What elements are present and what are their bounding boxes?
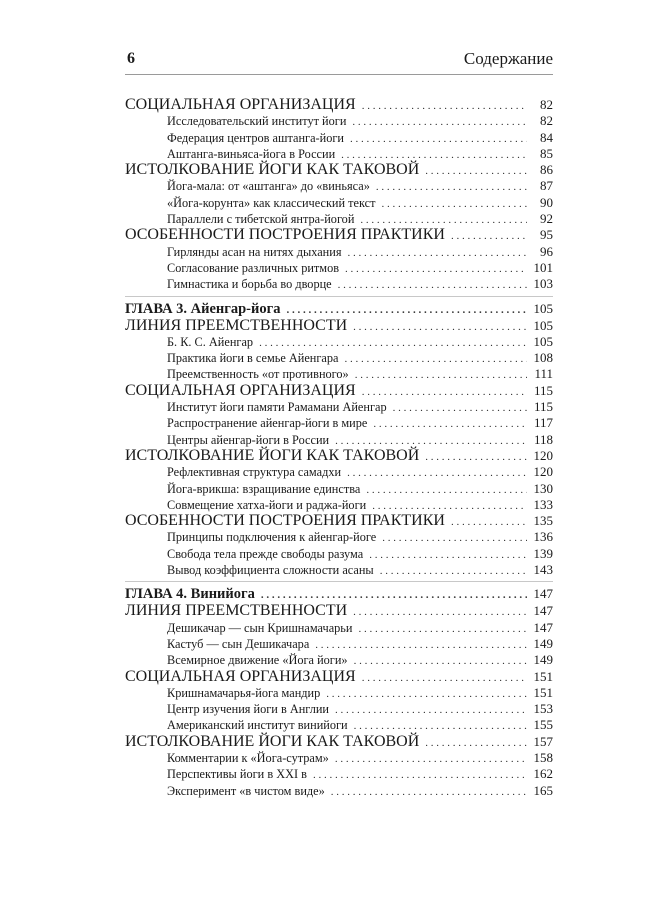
entry-title: Гирлянды асан на нитях дыхания	[167, 244, 342, 259]
toc-section-entry	[125, 383, 553, 399]
entry-title: Свобода тела прежде свободы разума	[167, 546, 364, 561]
entry-page-number: 133	[533, 496, 553, 512]
entry-title: Перспективы йоги в XXI в	[167, 767, 307, 782]
entry-title: Гимнастика и борьба во дворце	[167, 277, 332, 292]
entry-page-number: 95	[540, 227, 553, 243]
entry-page-number: 155	[533, 717, 553, 733]
toc-subsection-entry	[125, 276, 553, 292]
dot-leader	[353, 604, 527, 620]
entry-page-number: 96	[540, 243, 553, 259]
entry-title: Принципы подключения к айенгар-йоге	[167, 530, 377, 545]
dot-leader	[359, 621, 528, 637]
dot-leader	[352, 114, 527, 130]
entry-title: ИСТОЛКОВАНИЕ ЙОГИ КАК ТАКОВОЙ	[125, 161, 420, 179]
toc-subsection-entry	[125, 178, 553, 194]
dot-leader	[425, 163, 527, 179]
toc-subsection-entry	[125, 783, 553, 799]
toc-subsection-entry	[125, 685, 553, 701]
toc-subsection-entry	[125, 701, 553, 717]
dot-leader	[362, 384, 527, 400]
dot-leader	[382, 196, 527, 212]
entry-title: Комментарии к «Йога-сутрам»	[167, 750, 329, 765]
entry-title: Кастуб — сын Дешикачара	[167, 636, 310, 651]
dot-leader	[315, 637, 527, 653]
entry-title: Кришнамачарья-йога мандир	[167, 685, 321, 700]
toc-section-entry	[125, 162, 553, 178]
entry-page-number: 85	[540, 145, 553, 161]
entry-page-number: 151	[533, 684, 553, 700]
toc-subsection-entry	[125, 546, 553, 562]
entry-title: ОСОБЕННОСТИ ПОСТРОЕНИЯ ПРАКТИКИ	[125, 512, 445, 530]
toc-section-entry	[125, 97, 553, 113]
dot-leader	[347, 465, 527, 481]
entry-title: Дешикачар — сын Кришнамачарьи	[167, 620, 353, 635]
dot-leader	[425, 735, 527, 751]
toc-subsection-entry	[125, 750, 553, 766]
running-head: Содержание	[463, 49, 553, 68]
entry-page-number: 82	[540, 113, 553, 129]
entry-page-number: 120	[533, 464, 553, 480]
entry-page-number: 153	[533, 701, 553, 717]
entry-page-number: 158	[533, 749, 553, 765]
toc-subsection-entry	[125, 529, 553, 545]
entry-title: Федерация центров аштанга-йоги	[167, 130, 344, 145]
entry-title: Всемирное движение «Йога йоги»	[167, 653, 348, 668]
dot-leader	[425, 449, 527, 465]
entry-page-number: 115	[533, 382, 553, 398]
entry-title: ОСОБЕННОСТИ ПОСТРОЕНИЯ ПРАКТИКИ	[125, 226, 445, 244]
entry-title: ИСТОЛКОВАНИЕ ЙОГИ КАК ТАКОВОЙ	[125, 732, 420, 750]
entry-page-number: 105	[533, 317, 553, 333]
entry-title: СОЦИАЛЬНАЯ ОРГАНИЗАЦИЯ	[125, 667, 356, 685]
entry-title: «Йога-корунта» как классический текст	[167, 195, 376, 210]
entry-title: СОЦИАЛЬНАЯ ОРГАНИЗАЦИЯ	[125, 381, 356, 399]
entry-title: Американский институт винийоги	[167, 718, 348, 733]
entry-page-number: 103	[533, 276, 553, 292]
toc-chapter-entry	[125, 581, 553, 603]
entry-page-number: 157	[533, 733, 553, 749]
dot-leader	[373, 416, 527, 432]
dot-leader	[369, 547, 527, 563]
toc-subsection-entry	[125, 464, 553, 480]
toc-subsection-entry	[125, 562, 553, 578]
toc-subsection-entry	[125, 146, 553, 162]
entry-page-number: 143	[533, 562, 553, 578]
dot-leader	[366, 482, 527, 498]
entry-title: Параллели с тибетской янтра-йогой	[167, 212, 355, 227]
entry-page-number: 115	[533, 399, 553, 415]
entry-page-number: 139	[533, 545, 553, 561]
table-of-contents	[125, 97, 553, 799]
toc-subsection-entry	[125, 211, 553, 227]
entry-page-number: 149	[533, 652, 553, 668]
toc-subsection-entry	[125, 399, 553, 415]
toc-section-entry	[125, 227, 553, 243]
toc-subsection-entry	[125, 350, 553, 366]
entry-page-number: 147	[533, 619, 553, 635]
entry-title: Рефлективная структура самадхи	[167, 465, 342, 480]
dot-leader	[345, 261, 527, 277]
toc-subsection-entry	[125, 497, 553, 513]
entry-page-number: 111	[534, 366, 553, 382]
toc-section-entry	[125, 603, 553, 619]
toc-subsection-entry	[125, 244, 553, 260]
page-header	[125, 48, 553, 75]
entry-title: Б. К. С. Айенгар	[167, 334, 254, 349]
entry-page-number: 117	[533, 415, 553, 431]
entry-title: Центр изучения йоги в Англии	[167, 702, 330, 717]
toc-subsection-entry	[125, 415, 553, 431]
entry-page-number: 151	[533, 668, 553, 684]
entry-page-number: 86	[540, 162, 553, 178]
dot-leader	[335, 751, 527, 767]
entry-page-number: 101	[533, 259, 553, 275]
entry-page-number: 147	[533, 603, 553, 619]
toc-section-entry	[125, 448, 553, 464]
entry-page-number: 92	[540, 211, 553, 227]
dot-leader	[376, 179, 527, 195]
toc-subsection-entry	[125, 366, 553, 382]
dot-leader	[355, 367, 527, 383]
dot-leader	[354, 653, 527, 669]
entry-title: ЛИНИЯ ПРЕЕМСТВЕННОСТИ	[125, 316, 348, 334]
entry-title: Йога-врикша: взращивание единства	[167, 481, 361, 496]
dot-leader	[335, 702, 527, 718]
entry-title: Согласование различных ритмов	[167, 260, 340, 275]
toc-subsection-entry	[125, 766, 553, 782]
entry-title: ГЛАВА 4. Винийога	[125, 586, 255, 603]
dot-leader	[259, 335, 527, 351]
entry-title: Преемственность «от противного»	[167, 367, 349, 382]
entry-title: Йога-мала: от «аштанга» до «виньяса»	[167, 179, 370, 194]
dot-leader	[348, 245, 528, 261]
entry-page-number: 120	[533, 447, 553, 463]
dot-leader	[451, 228, 527, 244]
dot-leader	[380, 563, 527, 579]
entry-title: Вывод коэффициента сложности асаны	[167, 563, 374, 578]
entry-title: Распространение айенгар-йоги в мире	[167, 416, 368, 431]
entry-page-number: 118	[533, 431, 553, 447]
dot-leader	[362, 98, 527, 114]
dot-leader	[338, 277, 527, 293]
toc-section-entry	[125, 669, 553, 685]
toc-subsection-entry	[125, 636, 553, 652]
toc-subsection-entry	[125, 113, 553, 129]
toc-subsection-entry	[125, 260, 553, 276]
toc-subsection-entry	[125, 652, 553, 668]
entry-page-number: 105	[533, 300, 553, 316]
entry-page-number: 162	[533, 766, 553, 782]
toc-subsection-entry	[125, 481, 553, 497]
dot-leader	[382, 530, 527, 546]
page-number: 6	[127, 50, 135, 67]
toc-subsection-entry	[125, 432, 553, 448]
entry-title: Практика йоги в семье Айенгара	[167, 351, 339, 366]
entry-page-number: 149	[533, 635, 553, 651]
entry-title: ГЛАВА 3. Айенгар-йога	[125, 300, 281, 317]
toc-subsection-entry	[125, 334, 553, 350]
entry-page-number: 165	[533, 782, 553, 798]
entry-title: ЛИНИЯ ПРЕЕМСТВЕННОСТИ	[125, 602, 348, 620]
toc-section-entry	[125, 734, 553, 750]
dot-leader	[344, 351, 527, 367]
entry-title: Аштанга-виньяса-йога в России	[167, 146, 336, 161]
entry-title: Институт йоги памяти Рамамани Айенгар	[167, 400, 387, 415]
toc-subsection-entry	[125, 195, 553, 211]
entry-page-number: 105	[533, 333, 553, 349]
entry-title: ИСТОЛКОВАНИЕ ЙОГИ КАК ТАКОВОЙ	[125, 446, 420, 464]
toc-subsection-entry	[125, 620, 553, 636]
dot-leader	[362, 670, 527, 686]
entry-title: Исследовательский институт йоги	[167, 114, 347, 129]
dot-leader	[326, 686, 527, 702]
entry-page-number: 82	[540, 97, 553, 112]
entry-page-number: 90	[540, 194, 553, 210]
entry-page-number: 87	[540, 178, 553, 194]
entry-title: СОЦИАЛЬНАЯ ОРГАНИЗАЦИЯ	[125, 96, 356, 113]
entry-page-number: 108	[533, 350, 553, 366]
entry-title: Центры айенгар-йоги в России	[167, 432, 330, 447]
dot-leader	[313, 767, 527, 783]
entry-page-number: 135	[533, 513, 553, 529]
toc-section-entry	[125, 513, 553, 529]
entry-title: Эксперимент «в чистом виде»	[167, 783, 325, 798]
entry-page-number: 147	[533, 586, 553, 602]
toc-subsection-entry	[125, 717, 553, 733]
dot-leader	[393, 400, 527, 416]
dot-leader	[353, 319, 527, 335]
toc-chapter-entry	[125, 296, 553, 318]
entry-page-number: 84	[540, 129, 553, 145]
toc-section-entry	[125, 318, 553, 334]
dot-leader	[331, 784, 527, 800]
entry-page-number: 130	[533, 480, 553, 496]
dot-leader	[451, 514, 527, 530]
toc-subsection-entry	[125, 130, 553, 146]
entry-title: Совмещение хатха-йоги и раджа-йоги	[167, 497, 367, 512]
dot-leader	[350, 131, 527, 147]
entry-page-number: 136	[533, 529, 553, 545]
